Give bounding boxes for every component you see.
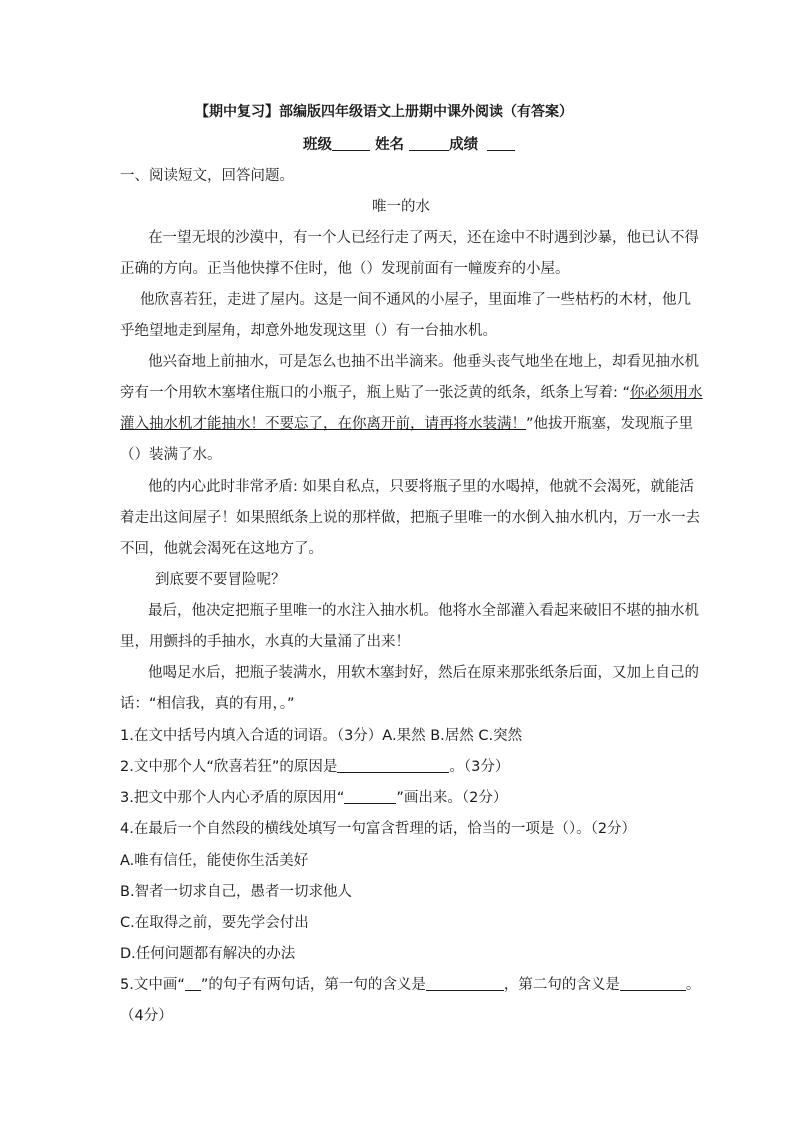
student-info-row [303,135,515,155]
question-5-score: （4分） [120,1008,173,1024]
question-text: 2.文中那个人“欣喜若狂”的原因是 [120,759,338,775]
paragraph-line: 乎绝望地走到屋角，却意外地发现这里（）有一台抽水机。 [120,323,497,339]
question-5 [120,975,700,995]
question-text: 。（3分） [449,759,510,775]
underlined-sentence: 你必须用水 [630,385,703,401]
paragraph-line: 里，用颤抖的手抽水，水真的大量涌了出来！ [120,634,410,650]
option-a: A.唯有信任，能使你生活美好 [120,853,309,869]
paragraph-line: 他兴奋地上前抽水，可是怎么也抽不出半滴来。他垂头丧气地坐在地上，却看见抽水机 [148,354,699,370]
question-text: ”的句子有两句话，第一句的含义是 [200,977,426,993]
page-title: 【期中复习】部编版四年级语文上册期中课外阅读（有答案） [195,104,573,120]
question-4: 4.在最后一个自然段的横线处填写一句富含哲理的话，恰当的一项是（）。（2分） [120,821,637,837]
passage-title: 唯一的水 [372,199,430,215]
question-text: 5.文中画“ [120,977,185,993]
question-text: ”画出来。（2分） [396,790,508,806]
score-blank[interactable] [487,136,515,151]
answer-blank[interactable] [337,758,449,773]
answer-blank[interactable] [620,976,686,991]
option-d: D.任何问题都有解决的办法 [120,946,296,962]
paragraph-line: 到底要不要冒险呢？ [155,572,286,588]
question-text: ，第二句的含义是 [503,977,620,993]
question-1: 1.在文中括号内填入合适的词语。（3分）A.果然 B.居然 C.突然 [120,728,523,744]
name-label: 姓名 [375,137,405,153]
question-text: 3.把文中那个人内心矛盾的原因用“ [120,790,345,806]
paragraph-line: 他欣喜若狂，走进了屋内。这是一间不通风的小屋子，里面堆了一些枯朽的木材，他几 [140,292,691,308]
paragraph-line: 他的内心此时非常矛盾: 如果自私点，只要将瓶子里的水喝掉，他就不会渴死，就能活 [148,479,694,495]
score-label: 成绩 [449,137,479,153]
class-label: 班级 [303,137,332,153]
paragraph-line [120,383,703,403]
name-blank[interactable] [409,136,449,151]
paragraph-line: 在一望无垠的沙漠中，有一个人已经行走了两天，还在途中不时遇到沙暴，他已认不得 [148,230,699,246]
class-blank[interactable] [332,136,370,151]
paragraph-text: 旁有一个用软木塞堵住瓶口的小瓶子，瓶上贴了一张泛黄的纸条，纸条上写着: “ [120,385,631,401]
answer-blank [344,789,396,804]
paragraph-line [120,414,693,434]
paragraph-line: （）装满了水。 [120,447,222,463]
paragraph-line: 着走出这间屋子！如果照纸条上说的那样做，把瓶子里唯一的水倒入抽水机内，万一水一去 [120,510,700,526]
question-text: 。 [685,977,701,993]
paragraph-line: 正确的方向。正当他快撑不住时，他（）发现前面有一幢废弃的小屋。 [120,261,570,277]
paragraph-line: 话：“相信我，真的有用，。” [120,696,295,712]
section-heading: 一、阅读短文，回答问题。 [120,168,294,184]
option-b: B.智者一切求自己，愚者一切求他人 [120,884,353,900]
underlined-sentence: 灌入抽水机才能抽水！不要忘了，在你离开前，请再将水装满！ [120,416,526,432]
option-c: C.在取得之前，要先学会付出 [120,915,309,931]
paragraph-text: ”他拔开瓶塞，发现瓶子里 [526,416,694,432]
underline-sample [185,976,201,991]
paragraph-line: 最后，他决定把瓶子里唯一的水注入抽水机。他将水全部灌入看起来破旧不堪的抽水机 [148,603,699,619]
question-3 [120,788,507,808]
answer-blank[interactable] [426,976,504,991]
question-2 [120,757,509,777]
paragraph-line: 他喝足水后，把瓶子装满水，用软木塞封好，然后在原来那张纸条后面，又加上自己的 [148,665,699,681]
paragraph-line: 不回，他就会渴死在这地方了。 [120,541,323,557]
